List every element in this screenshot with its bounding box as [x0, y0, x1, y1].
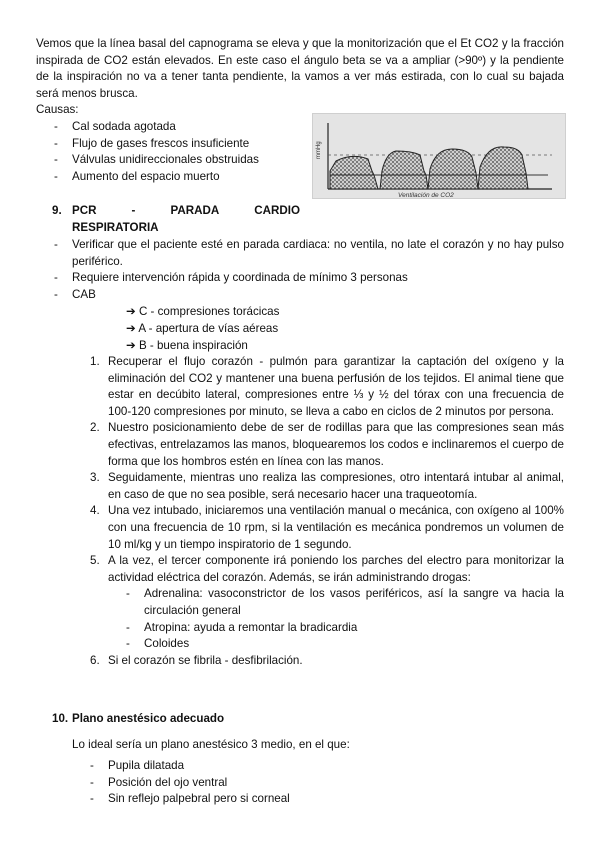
list-item: - Requiere intervención rápida y coordinada de mínimo 3 personas: [54, 271, 408, 285]
section-9-number: 9.: [52, 204, 62, 217]
list-item: - Verificar que el paciente esté en parada cardiaca: no ventila, no late el corazón y no hay pulso periférico.: [54, 238, 564, 268]
plano-list: [90, 758, 290, 808]
arrow-icon: ➔: [126, 305, 136, 318]
list-item: 5. A la vez, el tercer componente irá poniendo los parches del electro para monitorizar la actividad eléctrica del corazón. Además, se irán administrando drogas: - Adrenalina: vasoconstrictor de los vasos periféricos, así la sangre va hacia la circulación general - Atropina: ayuda a remontar la bradicardia - Coloides: [108, 553, 564, 653]
ideal-paragraph: Lo ideal sería un plano anestésico 3 medio, en el que:: [72, 738, 350, 751]
causas-label: Causas:: [36, 103, 79, 116]
list-item: - Atropina: ayuda a remontar la bradicardia: [126, 620, 358, 634]
list-item: - Válvulas unidireccionales obstruidas: [54, 153, 259, 167]
list-item: - CAB: [54, 287, 96, 301]
arrow-icon: ➔: [126, 322, 136, 335]
list-item: - Pupila dilatada: [90, 759, 185, 772]
list-item: - Cal sodada agotada: [54, 120, 176, 133]
list-item: - Sin reflejo palpebral pero si corneal: [90, 792, 290, 806]
list-item: 4. Una vez intubado, iniciaremos una ventilación manual o mecánica, con oxígeno al 100% con una frecuencia de 10 rpm, si la ventilación es mecánica pondremos un volumen de 10 ml/kg y un tiempo inspiratorio de 1 segundo.: [90, 504, 564, 551]
list-item: - Coloides: [126, 637, 190, 651]
capnogram-figure: [312, 113, 566, 199]
list-item: 3. Seguidamente, mientras uno realiza las compresiones, otro intentará intubar al animal, en caso de que no sea posible, será necesario hacer una traqueotomía.: [90, 471, 564, 501]
list-item: ➔ C - compresiones torácicas: [126, 305, 280, 318]
list-item: - Posición del ojo ventral: [90, 775, 228, 789]
drugs-list: [126, 586, 564, 652]
list-item: 1. Recuperar el flujo corazón - pulmón para garantizar la captación del oxígeno y la eliminación del CO2 y mantener una buena perfusión de los tejidos. El animal tiene que estar en decúbito lateral, compresiones entre ⅓ y ½ del tórax con una frecuencia de 100-120 compresiones por minuto, se lleva a cabo en ciclos de 2 minutos por persona.: [90, 355, 564, 418]
cab-list: [126, 304, 279, 355]
causas-list: [54, 119, 312, 185]
cpr-steps: [90, 354, 564, 669]
list-item: ➔ B - buena inspiración: [126, 339, 248, 352]
list-item: 6. Si el corazón se fibrila - desfibrilación.: [90, 653, 303, 667]
list-item: - Adrenalina: vasoconstrictor de los vasos periféricos, así la sangre va hacia la circulación general: [126, 587, 564, 617]
capnogram-x-label: Ventilación de CO2: [398, 192, 454, 199]
list-item: ➔ A - apertura de vías aéreas: [126, 322, 279, 335]
list-item: - Flujo de gases frescos insuficiente: [54, 136, 250, 150]
section-10-heading: 10. Plano anestésico adecuado: [52, 712, 225, 725]
arrow-icon: ➔: [126, 339, 136, 352]
pcr-list: [54, 237, 564, 303]
list-item: 2. Nuestro posicionamiento debe de ser de rodillas para que las compresiones sean más efectivas, entrelazamos las manos, bloquearemos los codos e inclinaremos el cuerpo de forma que los hombros estén en línea con las manos.: [90, 421, 564, 468]
list-item: - Aumento del espacio muerto: [54, 169, 220, 183]
intro-paragraph: Vemos que la línea basal del capnograma se eleva y que la monitorización que el Et CO2 y la fracción inspirada de CO2 están elevados. En este caso el ángulo beta se va a ampliar (>90º) y la pendiente de la inspiración no va a tener tanta pendiente, la vamos a ver más estirada, con lo cual su bajada será menos brusca.: [36, 37, 564, 100]
capnogram-y-label: mmHg: [316, 141, 322, 159]
